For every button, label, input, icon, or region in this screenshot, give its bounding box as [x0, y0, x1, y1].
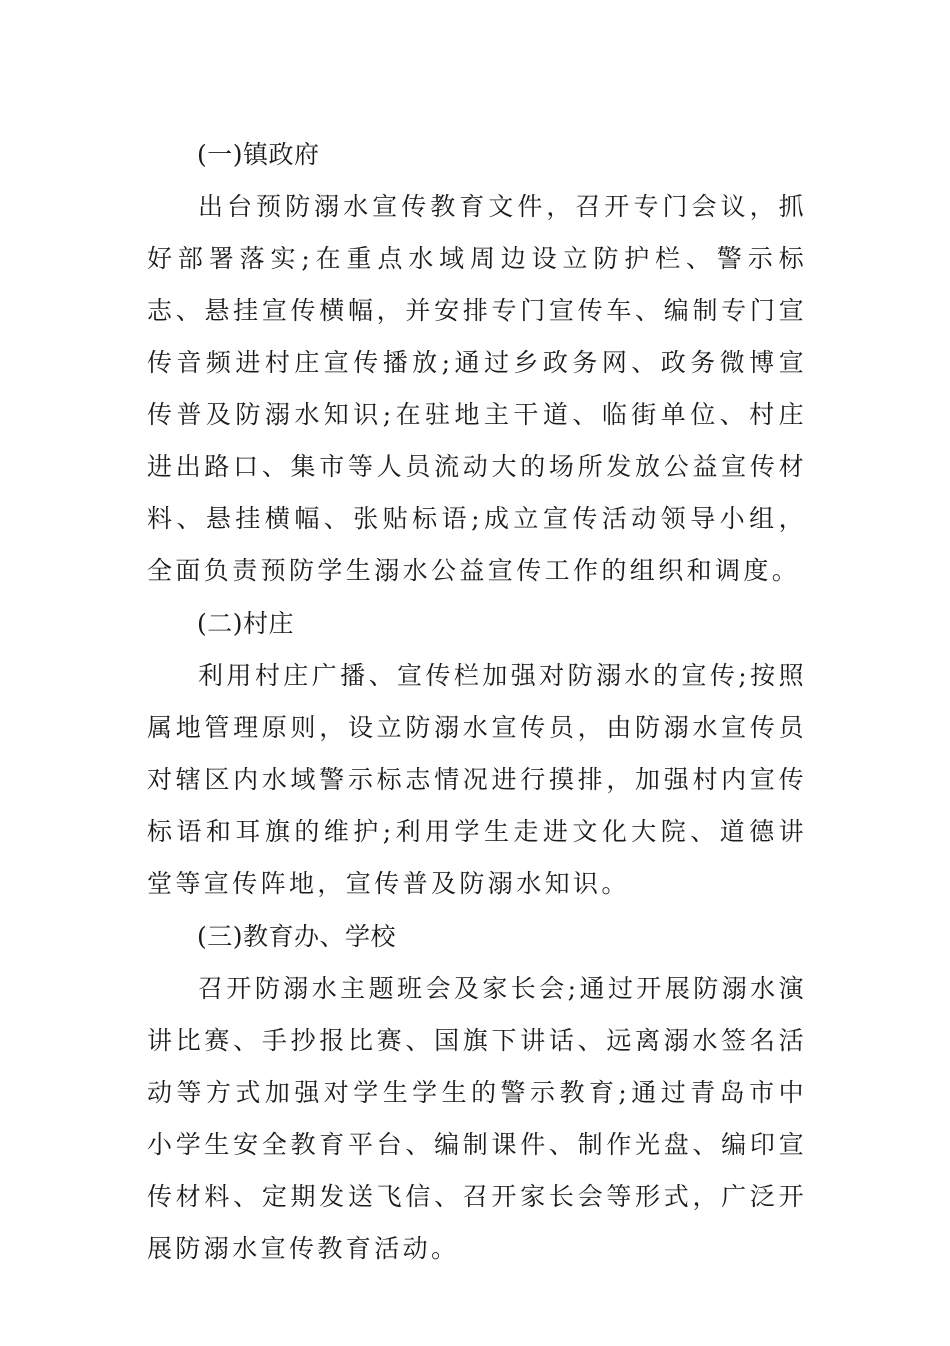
section-heading-town-government: (一)镇政府: [197, 140, 320, 169]
document-body: [147, 128, 807, 1275]
section-paragraph-education-office: 召开防溺水主题班会及家长会;通过开展防溺水演讲比赛、手抄报比赛、国旗下讲话、远离溺水签名活动等方式加强对学生学生的警示教育;通过青岛市中小学生安全教育平台、编制课件、制作光盘、编印宣传材料、定期发送飞信、召开家长会等形式，广泛开展防溺水宣传教育活动。: [147, 974, 807, 1263]
section-paragraph-town-government: 出台预防溺水宣传教育文件，召开专门会议，抓好部署落实;在重点水域周边设立防护栏、警示标志、悬挂宣传横幅，并安排专门宣传车、编制专门宣传音频进村庄宣传播放;通过乡政务网、政务微博宣传普及防溺水知识;在驻地主干道、临街单位、村庄进出路口、集市等人员流动大的场所发放公益宣传材料、悬挂横幅、张贴标语;成立宣传活动领导小组，全面负责预防学生溺水公益宣传工作的组织和调度。: [147, 192, 807, 585]
section-paragraph-village: 利用村庄广播、宣传栏加强对防溺水的宣传;按照属地管理原则，设立防溺水宣传员，由防溺水宣传员对辖区内水域警示标志情况进行摸排，加强村内宣传标语和耳旗的维护;利用学生走进文化大院、道德讲堂等宣传阵地，宣传普及防溺水知识。: [147, 661, 807, 898]
section-heading-education-office: (三)教育办、学校: [197, 922, 397, 951]
section-heading-village: (二)村庄: [197, 609, 295, 638]
